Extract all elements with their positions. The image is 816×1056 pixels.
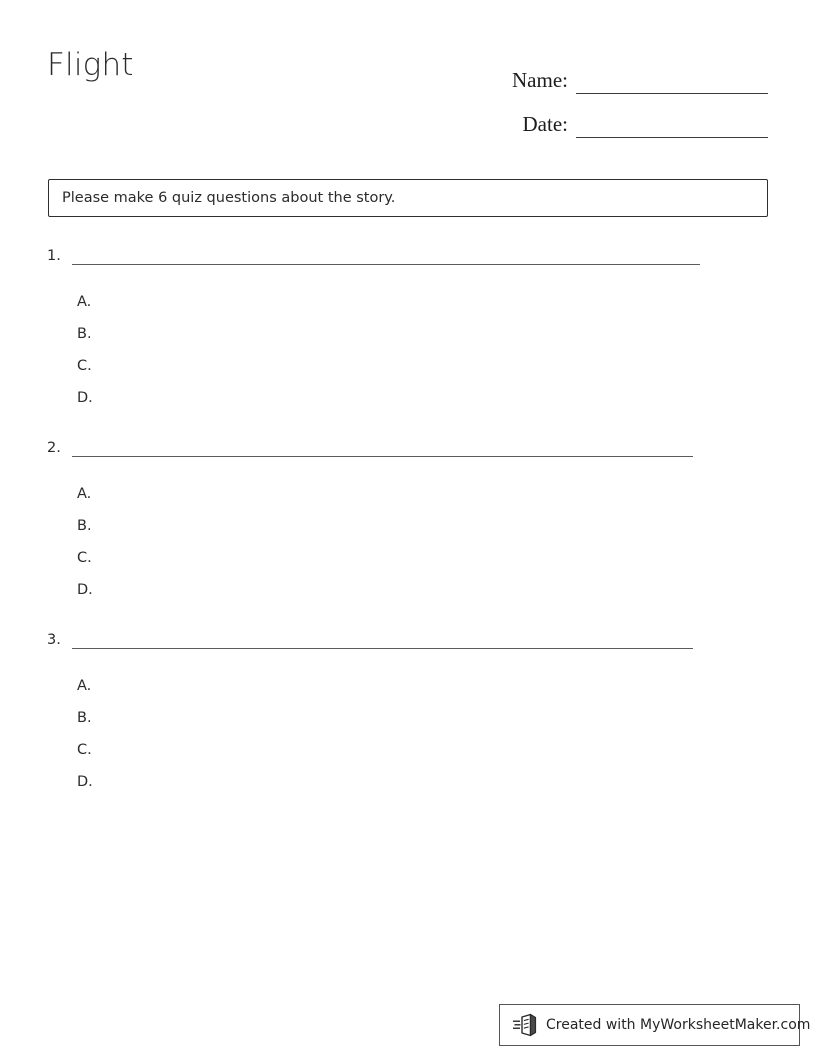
option-row — [0, 740, 816, 772]
option-list — [0, 676, 816, 804]
option-row — [0, 324, 816, 356]
footer-attribution-badge[interactable] — [499, 1004, 811, 1046]
option-row — [0, 292, 816, 324]
question-header — [0, 630, 816, 660]
question-header — [0, 438, 816, 468]
option-label: B. — [77, 326, 92, 342]
question-number: 1. — [47, 248, 61, 264]
option-row — [0, 580, 816, 612]
option-row — [0, 772, 816, 804]
option-row — [0, 708, 816, 740]
option-label: B. — [77, 710, 92, 726]
question-block — [0, 630, 816, 822]
option-label: D. — [77, 390, 93, 406]
option-row — [0, 548, 816, 580]
name-input-line[interactable] — [576, 70, 768, 94]
question-answer-line[interactable] — [72, 264, 700, 265]
option-row — [0, 388, 816, 420]
option-label: C. — [77, 358, 92, 374]
question-block — [0, 246, 816, 438]
date-input-line[interactable] — [576, 114, 768, 138]
option-label: C. — [77, 550, 92, 566]
instruction-text: Please make 6 quiz questions about the story. — [62, 190, 396, 206]
question-number: 3. — [47, 632, 61, 648]
option-label: A. — [77, 678, 92, 694]
option-label: A. — [77, 486, 92, 502]
option-row — [0, 676, 816, 708]
option-label: B. — [77, 518, 92, 534]
option-list — [0, 292, 816, 420]
option-row — [0, 484, 816, 516]
option-label: C. — [77, 742, 92, 758]
worksheet-maker-logo-icon — [513, 1013, 539, 1037]
name-date-group — [470, 50, 768, 138]
option-label: A. — [77, 294, 92, 310]
question-block — [0, 438, 816, 630]
option-row — [0, 516, 816, 548]
question-list — [0, 246, 816, 822]
question-number: 2. — [47, 440, 61, 456]
option-row — [0, 356, 816, 388]
question-answer-line[interactable] — [72, 456, 693, 457]
footer-attribution-text: Created with MyWorksheetMaker.com — [546, 1017, 811, 1033]
option-list — [0, 484, 816, 612]
question-answer-line[interactable] — [72, 648, 693, 649]
question-header — [0, 246, 816, 276]
name-field-label: Name: — [512, 68, 568, 92]
option-label: D. — [77, 582, 93, 598]
instruction-box — [48, 179, 768, 217]
date-field-label: Date: — [522, 112, 568, 136]
page-title: Flight — [47, 47, 134, 83]
name-field-row — [470, 50, 768, 94]
option-label: D. — [77, 774, 93, 790]
date-field-row — [470, 94, 768, 138]
